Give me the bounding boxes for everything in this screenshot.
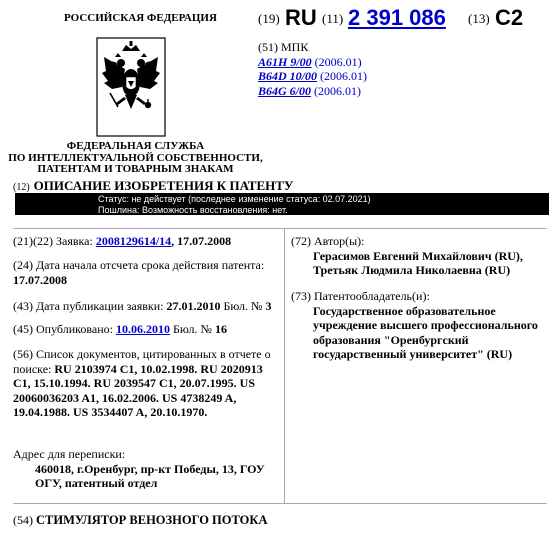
application-field — [13, 234, 280, 249]
ipc-code-link[interactable]: B64G 6/00 — [258, 83, 312, 98]
invention-title-text: СТИМУЛЯТОР ВЕНОЗНОГО ПОТОКА — [36, 513, 268, 527]
application-label: (21)(22) Заявка: — [13, 234, 93, 248]
app-publication-field — [13, 299, 280, 314]
app-publication-label: (43) Дата публикации заявки: — [13, 299, 164, 313]
owner-value: Государственное образовательное учреждение высшего профессионального образования "Оренбургский государственный университет" (RU) — [313, 303, 538, 361]
bulletin-number: 16 — [214, 322, 227, 336]
status-bar — [15, 193, 549, 215]
app-publication-date: 27.01.2010 — [166, 299, 221, 313]
coat-of-arms-emblem — [96, 37, 166, 137]
term-start-label: (24) Дата начала отсчета срока действия патента: — [13, 258, 265, 272]
published-field — [13, 322, 280, 337]
owner-field — [291, 289, 549, 362]
citations-field — [13, 347, 280, 420]
doc-title-text: ОПИСАНИЕ ИЗОБРЕТЕНИЯ К ПАТЕНТУ — [33, 178, 294, 193]
kind-code: C2 — [495, 5, 524, 30]
author-name: Третьяк Людмила Николаевна (RU) — [313, 263, 511, 277]
agency-line-3: ПАТЕНТАМ И ТОВАРНЫМ ЗНАКАМ — [37, 163, 234, 175]
code-19: (19) — [258, 11, 280, 26]
bulletin-label: Бюл. № — [172, 322, 212, 336]
invention-title — [13, 513, 268, 528]
published-label: (45) Опубликовано: — [13, 322, 113, 336]
ipc-entry — [258, 84, 367, 99]
column-divider — [284, 229, 285, 503]
ipc-year: (2006.01) — [314, 83, 362, 98]
owner-label: (73) Патентообладатель(и): — [291, 289, 430, 303]
divider — [13, 503, 547, 504]
status-line: Статус: не действует (последнее изменение статуса: 02.07.2021) — [98, 194, 371, 204]
code-13: (13) — [468, 11, 490, 26]
ipc-year: (2006.01) — [314, 54, 362, 69]
address-field — [13, 447, 280, 491]
ipc-entry — [258, 55, 367, 70]
fee-line: Пошлина: Возможность восстановления: нет. — [98, 204, 288, 215]
address-label: Адрес для переписки: — [13, 447, 126, 461]
ipc-label: (51) МПК — [258, 40, 309, 54]
doc-title-code: (12) — [13, 182, 30, 193]
country-name: РОССИЙСКАЯ ФЕДЕРАЦИЯ — [64, 12, 217, 24]
authors-label: (72) Автор(ы): — [291, 234, 365, 248]
citations-label: (56) Список документов, цитированных в отчете о поиске: — [13, 347, 271, 376]
agency-line-1: ФЕДЕРАЛЬНАЯ СЛУЖБА — [66, 140, 205, 152]
term-start-field — [13, 258, 280, 287]
term-start-value: 17.07.2008 — [13, 272, 67, 287]
divider — [13, 228, 547, 229]
author-name: Герасимов Евгений Михайлович (RU), — [313, 248, 523, 263]
application-number-link[interactable]: 2008129614/14 — [95, 234, 172, 248]
invention-code: (54) — [13, 513, 33, 527]
bulletin-label: Бюл. № — [223, 299, 263, 313]
ipc-year: (2006.01) — [320, 69, 368, 83]
patent-header — [0, 7, 551, 41]
ipc-code-link[interactable]: A61H 9/00 — [258, 54, 312, 69]
published-date-link[interactable]: 10.06.2010 — [115, 322, 170, 336]
country-code: RU — [285, 5, 317, 30]
citations-value: RU 2103974 C1, 10.02.1998. RU 2020913 C1, 15.10.1994. RU 2039547 C1, 20.07.1995. US 20060036203 A1, 16.02.2006. US 4738249 A, 19.04.1988. US 3534407 A, 20.10.1970. — [13, 361, 263, 419]
application-date: , 17.07.2008 — [171, 234, 232, 248]
authors-field — [291, 234, 549, 278]
agency-name — [0, 141, 271, 176]
ipc-block — [258, 40, 367, 98]
agency-line-2: ПО ИНТЕЛЛЕКТУАЛЬНОЙ СОБСТВЕННОСТИ, — [8, 151, 263, 164]
bulletin-number: 3 — [265, 299, 272, 313]
code-11: (11) — [322, 11, 344, 26]
ipc-entry — [258, 69, 367, 84]
ipc-code-link[interactable]: B64D 10/00 — [258, 69, 318, 83]
patent-number-link[interactable]: 2 391 086 — [348, 5, 446, 30]
address-value: 460018, г.Оренбург, пр-кт Победы, 13, ГОУ ОГУ, патентный отдел — [35, 461, 265, 490]
